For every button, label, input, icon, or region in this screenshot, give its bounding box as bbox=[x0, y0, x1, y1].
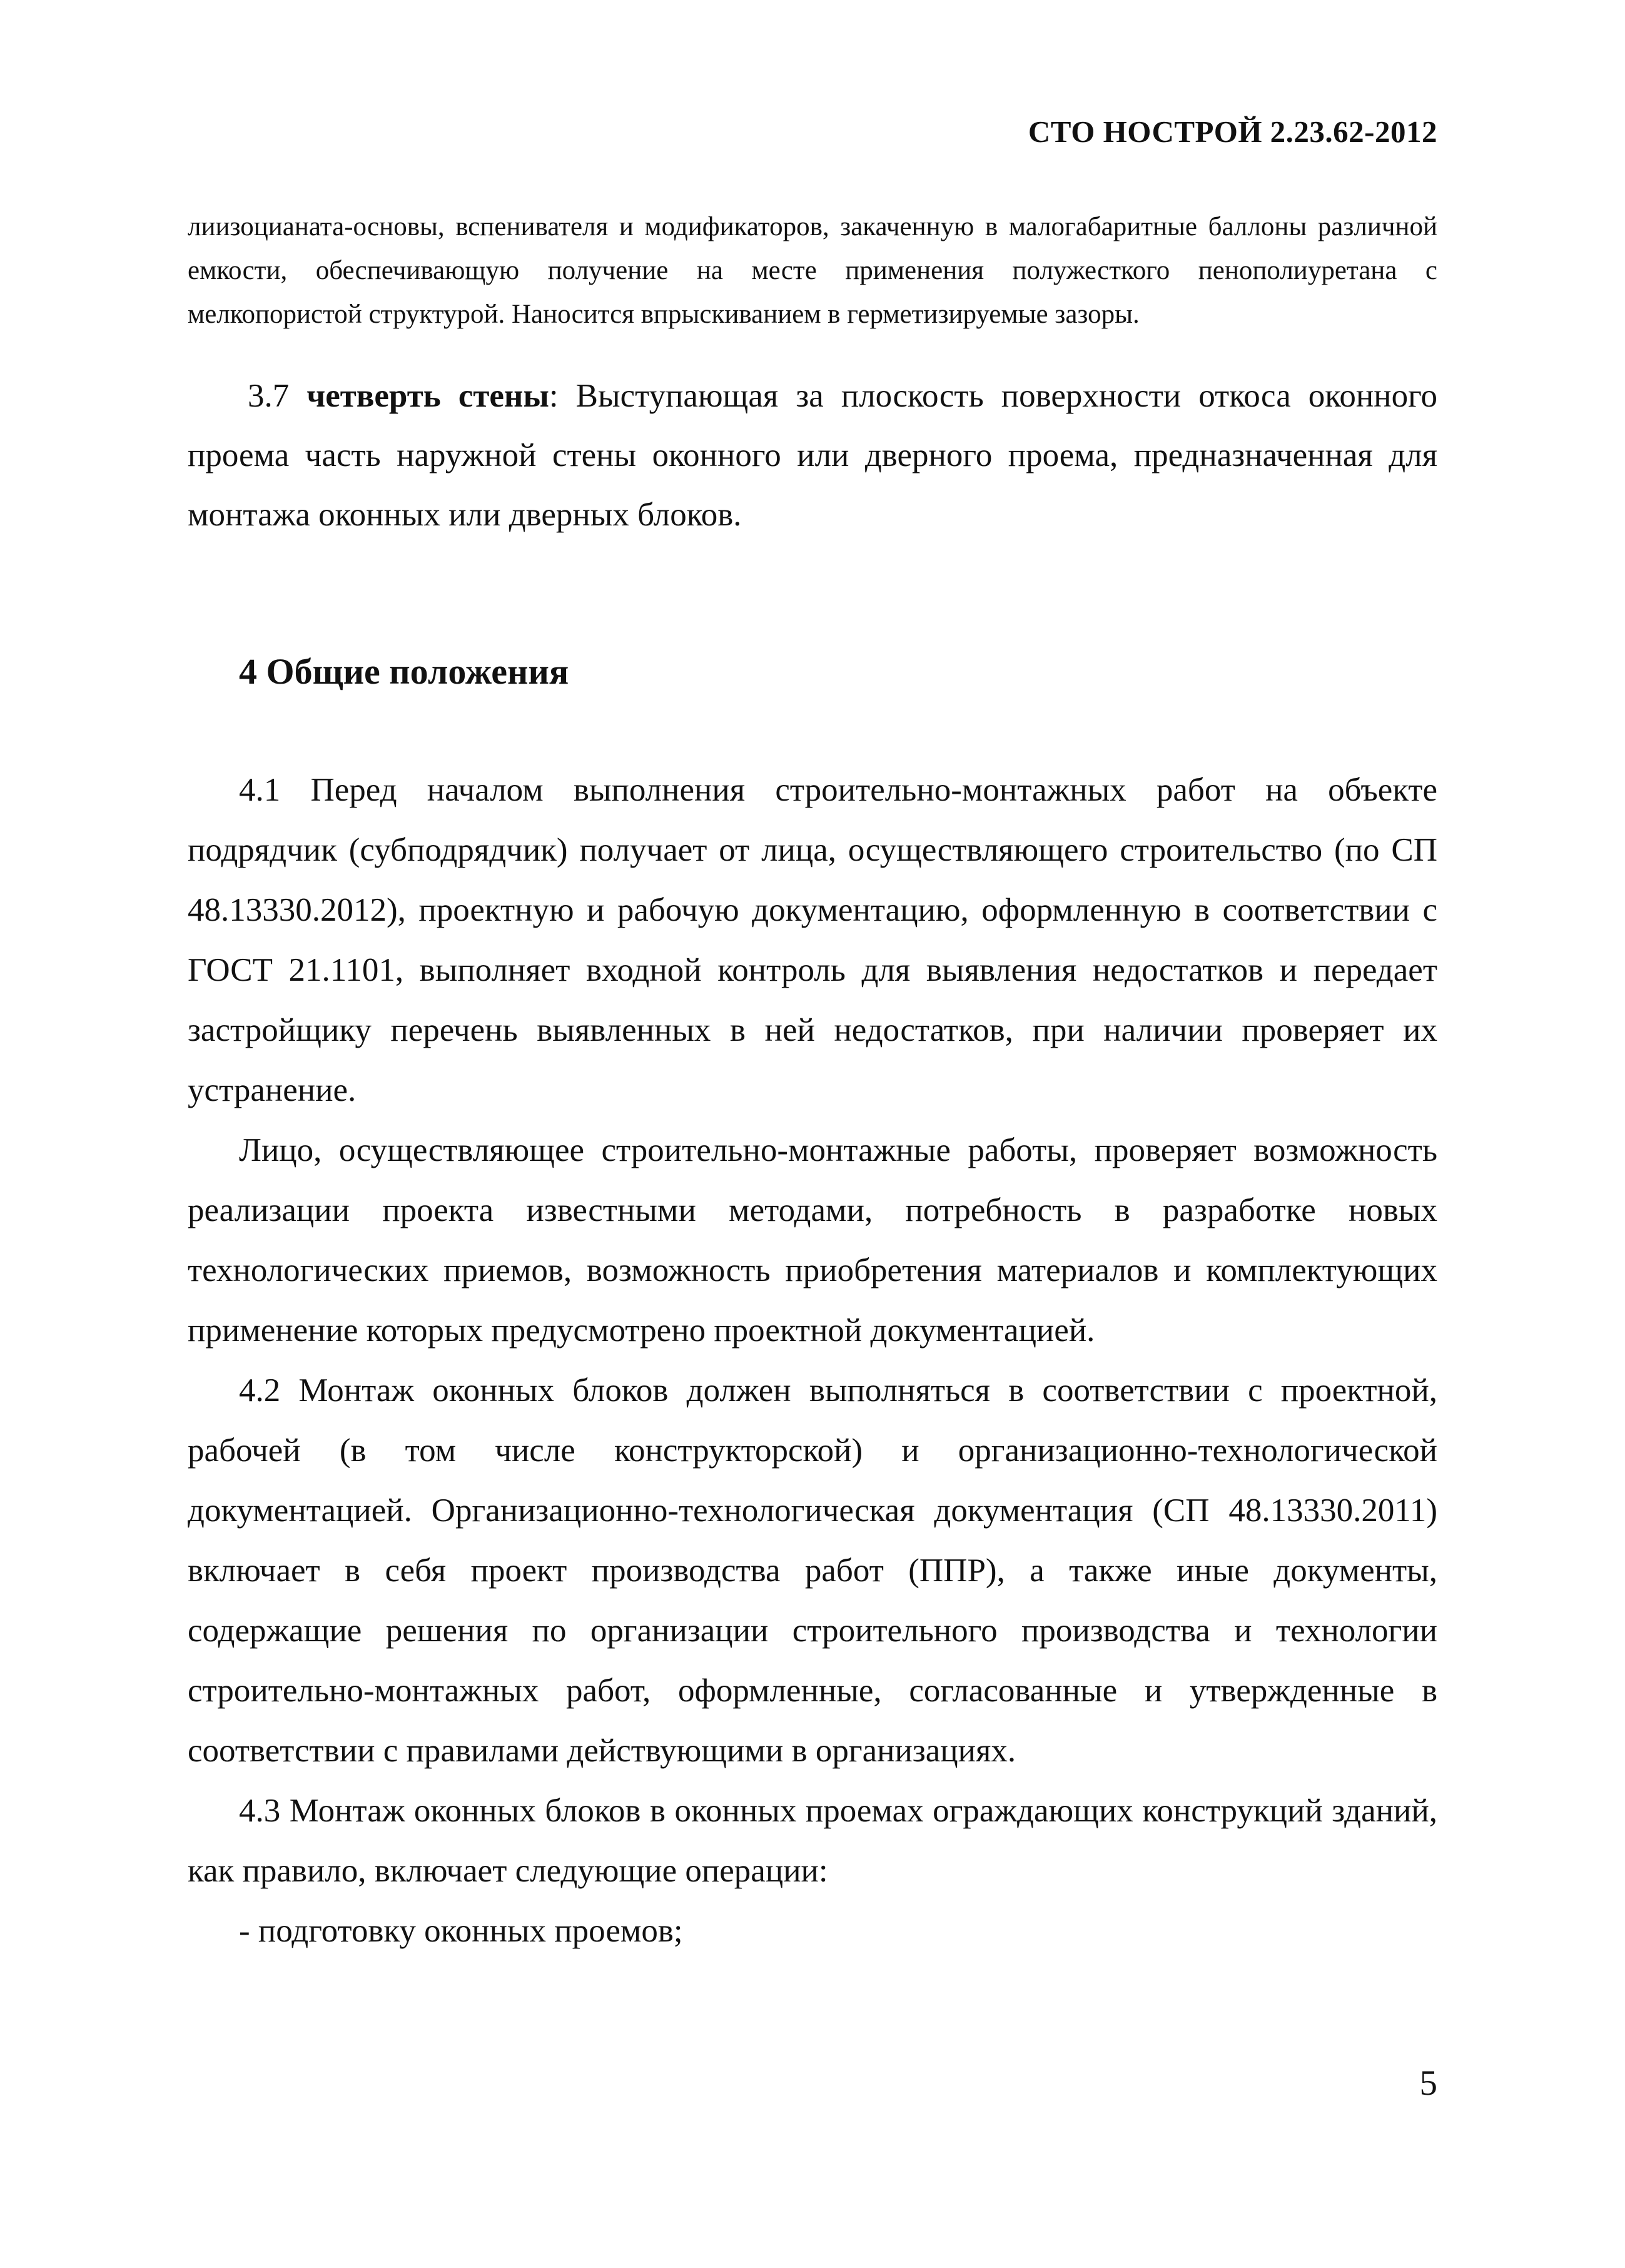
paragraph-4-3: 4.3 Монтаж оконных блоков в оконных проемах ограждающих конструкций зданий, как правило, включает следующие операции: bbox=[188, 1793, 1437, 1889]
term-number: 3.7 bbox=[248, 378, 307, 414]
paragraph-4-2: 4.2 Монтаж оконных блоков должен выполняться в соответствии с проектной, рабочей (в том числе конструкторской) и организационно-технологической документацией. Организационно-технологическая документация (СП 48.13330.2011) включает в себя проект производства работ (ППР), а также иные документы, содержащие решения по организации строительного производства и технологии строительно-монтажных работ, оформленные, согласованные и утвержденные в соответствии с правилами действующими в организациях. bbox=[188, 1372, 1437, 1769]
term-paragraph bbox=[188, 367, 1437, 545]
term-name: четверть стены bbox=[306, 378, 549, 414]
section-body bbox=[188, 760, 1437, 1961]
term-definition-3-7 bbox=[188, 367, 1437, 545]
paragraph-4-1: 4.1 Перед началом выполнения строительно-монтажных работ на объекте подрядчик (субподрядчик) получает от лица, осуществляющего строительство (по СП 48.13330.2012), проектную и рабочую документацию, оформленную в соответствии с ГОСТ 21.1101, выполняет входной контроль для выявления недостатков и передает застройщику перечень выявленных в ней недостатков, при наличии проверяет их устранение. bbox=[188, 772, 1437, 1108]
paragraph-4-1-continued: Лицо, осуществляющее строительно-монтажные работы, проверяет возможность реализации проекта известными методами, потребность в разработке новых технологических приемов, возможность приобретения материалов и комплектующих применение которых предусмотрено проектной документацией. bbox=[188, 1132, 1437, 1349]
page-number: 5 bbox=[1419, 2063, 1437, 2103]
section-heading: 4 Общие положения bbox=[239, 651, 569, 692]
document-code-header: СТО НОСТРОЙ 2.23.62-2012 bbox=[1028, 114, 1437, 149]
term-definition: : Выступающая за плоскость поверхности откоса оконного проема часть наружной стены оконного или дверного проема, предназначенная для монтажа оконных или дверных блоков. bbox=[188, 378, 1438, 533]
continuation-paragraph bbox=[188, 205, 1437, 337]
continuation-text: лиизоцианата-основы, вспенивателя и модификаторов, закаченную в малогабаритные баллоны различной емкости, обеспечивающую получение на месте применения полужесткого пенополиуретана с мелкопористой структурой. Наносится впрыскиванием в герметизируемые зазоры. bbox=[188, 212, 1437, 329]
list-item: - подготовку оконных проемов; bbox=[239, 1913, 683, 1949]
